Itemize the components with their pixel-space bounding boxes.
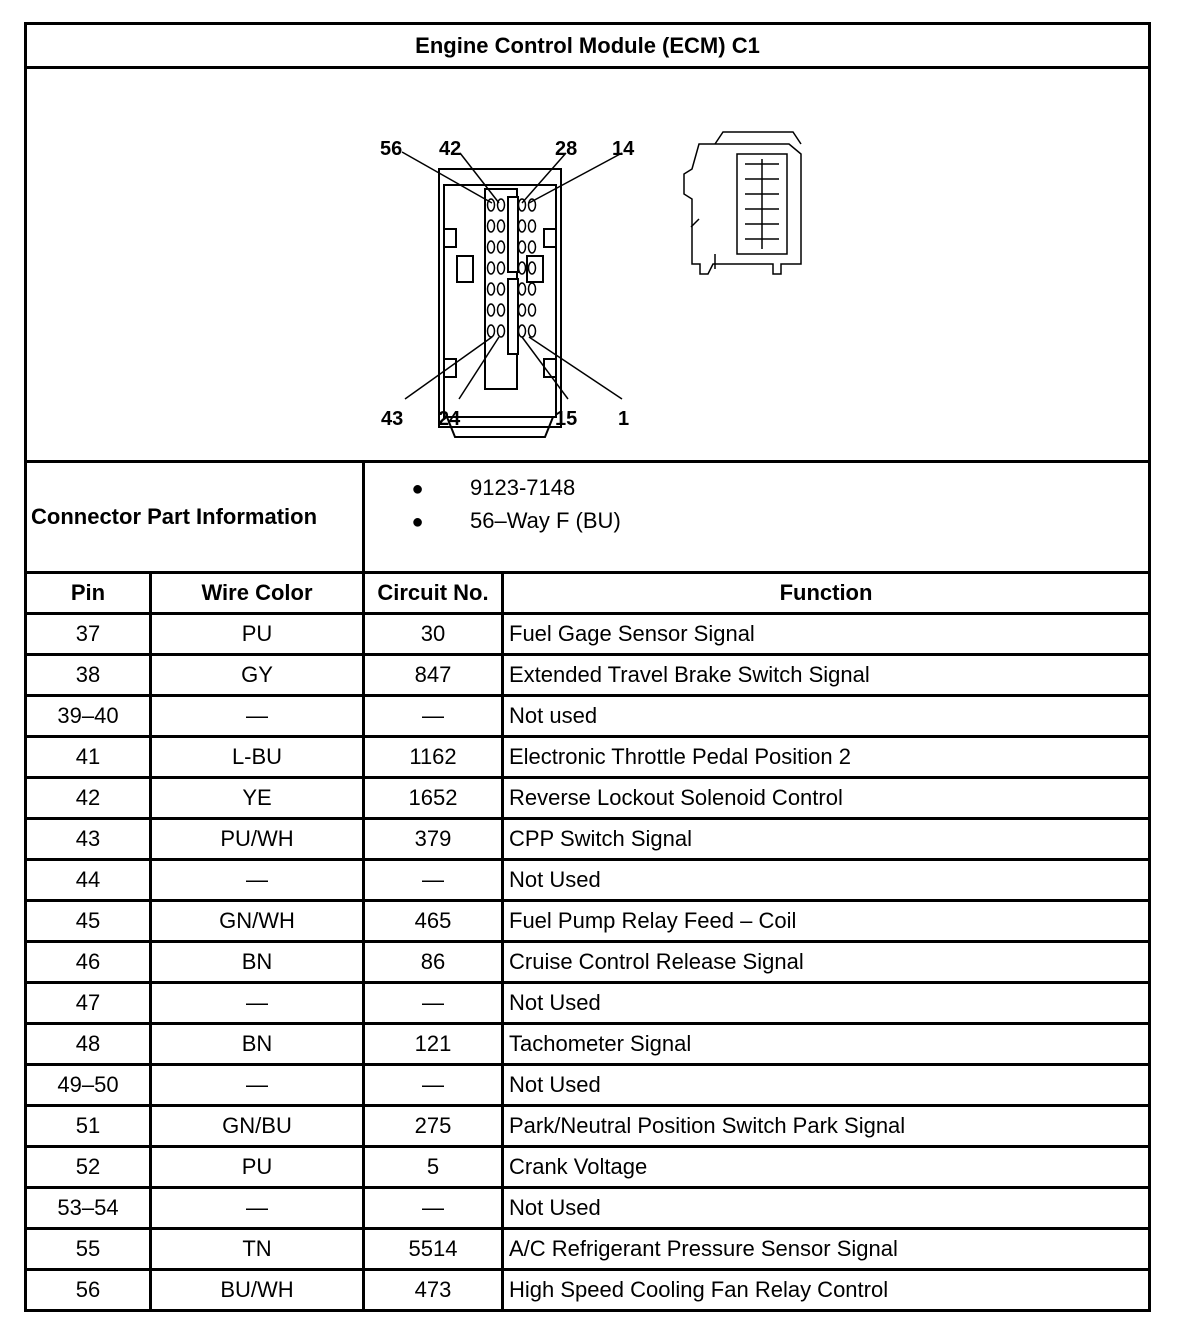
wire-color-cell: GN/WH [151, 901, 364, 942]
table-row [26, 655, 1150, 696]
circuit-cell: — [364, 696, 503, 737]
header-pin: Pin [26, 573, 151, 614]
pin-cavity [498, 262, 505, 274]
pin-cell: 45 [26, 901, 151, 942]
pin-cavity [529, 220, 536, 232]
pin-cavity [488, 241, 495, 253]
pin-cavity [488, 304, 495, 316]
pin-label-28: 28 [555, 138, 578, 160]
table-row [26, 983, 1150, 1024]
pin-cavity [488, 283, 495, 295]
pin-cell: 42 [26, 778, 151, 819]
wire-color-cell: — [151, 1065, 364, 1106]
pin-cell: 39–40 [26, 696, 151, 737]
table-row [26, 778, 1150, 819]
table-title: Engine Control Module (ECM) C1 [26, 24, 1150, 68]
header-wire-color: Wire Color [151, 573, 364, 614]
wire-color-cell: GN/BU [151, 1106, 364, 1147]
pin-cavity [519, 241, 526, 253]
table-row [26, 614, 1150, 655]
circuit-cell: 5 [364, 1147, 503, 1188]
circuit-cell: 121 [364, 1024, 503, 1065]
wire-color-cell: TN [151, 1229, 364, 1270]
wire-color-cell: PU/WH [151, 819, 364, 860]
table-row [26, 1270, 1150, 1311]
function-cell: Reverse Lockout Solenoid Control [503, 778, 1150, 819]
function-cell: A/C Refrigerant Pressure Sensor Signal [503, 1229, 1150, 1270]
pin-cavity [498, 220, 505, 232]
function-cell: Fuel Pump Relay Feed – Coil [503, 901, 1150, 942]
table-header [26, 573, 1150, 614]
circuit-cell: — [364, 860, 503, 901]
wire-color-cell: YE [151, 778, 364, 819]
connector-info-values [364, 462, 1150, 573]
pin-label-43: 43 [381, 408, 404, 430]
function-cell: Fuel Gage Sensor Signal [503, 614, 1150, 655]
wire-color-cell: PU [151, 614, 364, 655]
wire-color-cell: L-BU [151, 737, 364, 778]
table-row [26, 901, 1150, 942]
circuit-cell: 1162 [364, 737, 503, 778]
header-function: Function [503, 573, 1150, 614]
wire-color-cell: — [151, 1188, 364, 1229]
circuit-cell: — [364, 1188, 503, 1229]
pin-label-24: 24 [438, 408, 461, 430]
pin-cell: 44 [26, 860, 151, 901]
circuit-cell: 1652 [364, 778, 503, 819]
function-cell: Tachometer Signal [503, 1024, 1150, 1065]
function-cell: Electronic Throttle Pedal Position 2 [503, 737, 1150, 778]
pin-cavity [488, 325, 495, 337]
connector-part-number: ● 9123-7148 [411, 475, 576, 500]
table-row [26, 1065, 1150, 1106]
connector-type: ● 56–Way F (BU) [411, 508, 621, 533]
table-row [26, 1147, 1150, 1188]
function-cell: CPP Switch Signal [503, 819, 1150, 860]
pin-cavity [529, 325, 536, 337]
circuit-cell: 847 [364, 655, 503, 696]
pin-cell: 38 [26, 655, 151, 696]
table-row [26, 696, 1150, 737]
pin-cell: 53–54 [26, 1188, 151, 1229]
table-row [26, 1024, 1150, 1065]
function-cell: Not used [503, 696, 1150, 737]
wire-color-cell: GY [151, 655, 364, 696]
connector-table [24, 22, 1151, 1312]
function-cell: Not Used [503, 860, 1150, 901]
function-cell: Crank Voltage [503, 1147, 1150, 1188]
pin-cavity [519, 220, 526, 232]
pin-label-14: 14 [612, 138, 635, 160]
circuit-cell: 465 [364, 901, 503, 942]
pin-cavity [488, 262, 495, 274]
pin-cell: 46 [26, 942, 151, 983]
pin-cell: 52 [26, 1147, 151, 1188]
connector-3d-view [684, 132, 801, 274]
function-cell: Not Used [503, 983, 1150, 1024]
function-cell: Not Used [503, 1065, 1150, 1106]
wire-color-cell: — [151, 696, 364, 737]
wire-color-cell: — [151, 983, 364, 1024]
function-cell: Not Used [503, 1188, 1150, 1229]
wire-color-cell: — [151, 860, 364, 901]
circuit-cell: 30 [364, 614, 503, 655]
circuit-cell: 275 [364, 1106, 503, 1147]
pin-cavity [529, 241, 536, 253]
pin-cavity [519, 283, 526, 295]
pin-cavity [529, 304, 536, 316]
pin-cavity [498, 199, 505, 211]
pin-cavity [529, 262, 536, 274]
pin-cavity [519, 262, 526, 274]
circuit-cell: — [364, 983, 503, 1024]
pin-label-56: 56 [380, 138, 403, 160]
table-row [26, 1229, 1150, 1270]
pin-cell: 51 [26, 1106, 151, 1147]
pin-label-15: 15 [555, 408, 578, 430]
function-cell: High Speed Cooling Fan Relay Control [503, 1270, 1150, 1311]
function-cell: Extended Travel Brake Switch Signal [503, 655, 1150, 696]
pin-cell: 41 [26, 737, 151, 778]
connector-info-label: Connector Part Information [26, 462, 364, 573]
wire-color-cell: BU/WH [151, 1270, 364, 1311]
pin-label-42: 42 [439, 138, 462, 160]
wire-color-cell: BN [151, 942, 364, 983]
connector-diagram [26, 68, 1150, 462]
pin-cavity [488, 220, 495, 232]
pin-cell: 56 [26, 1270, 151, 1311]
circuit-cell: 86 [364, 942, 503, 983]
pin-cell: 37 [26, 614, 151, 655]
wire-color-cell: PU [151, 1147, 364, 1188]
table-row [26, 1106, 1150, 1147]
pin-cell: 43 [26, 819, 151, 860]
table-row [26, 1188, 1150, 1229]
pin-cavity [498, 325, 505, 337]
connector-face-drawing [27, 69, 1148, 460]
pin-cavity [498, 241, 505, 253]
pin-cavity [498, 283, 505, 295]
function-cell: Cruise Control Release Signal [503, 942, 1150, 983]
pin-label-1: 1 [618, 408, 630, 430]
pin-cell: 55 [26, 1229, 151, 1270]
pin-cavity [498, 304, 505, 316]
table-row [26, 942, 1150, 983]
wire-color-cell: BN [151, 1024, 364, 1065]
pin-cavity [519, 304, 526, 316]
pin-cavity [529, 283, 536, 295]
table-row [26, 737, 1150, 778]
table-row [26, 819, 1150, 860]
header-circuit: Circuit No. [364, 573, 503, 614]
pin-cell: 47 [26, 983, 151, 1024]
table-row [26, 860, 1150, 901]
circuit-cell: 5514 [364, 1229, 503, 1270]
pin-cell: 48 [26, 1024, 151, 1065]
circuit-cell: 473 [364, 1270, 503, 1311]
circuit-cell: 379 [364, 819, 503, 860]
pin-cell: 49–50 [26, 1065, 151, 1106]
circuit-cell: — [364, 1065, 503, 1106]
function-cell: Park/Neutral Position Switch Park Signal [503, 1106, 1150, 1147]
pin-cavity [519, 325, 526, 337]
